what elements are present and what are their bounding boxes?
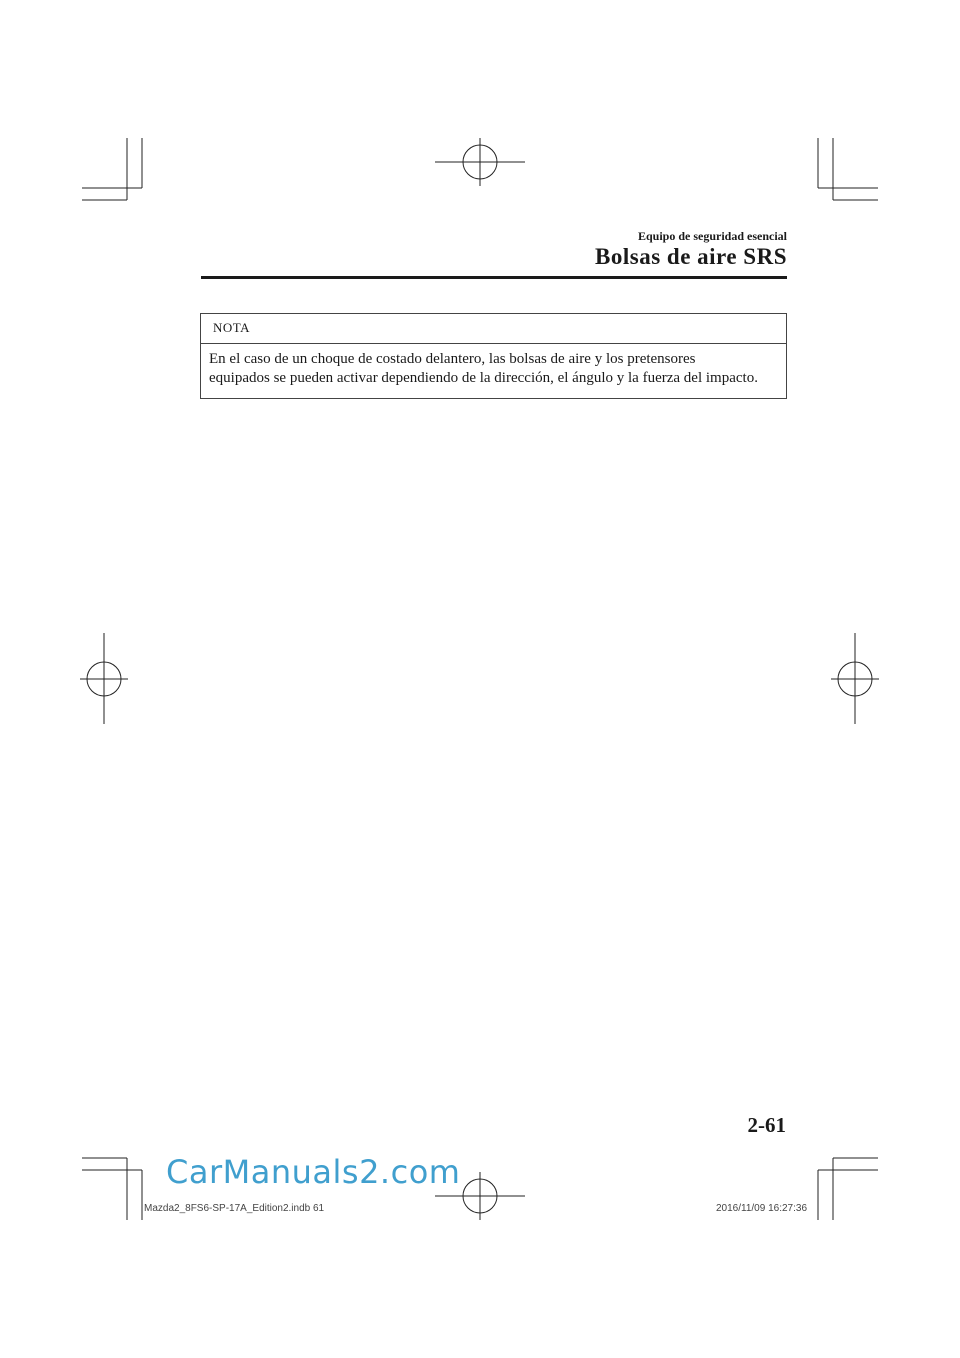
page-number: 2-61 — [747, 1113, 786, 1137]
header-divider — [201, 276, 787, 279]
note-title: NOTA — [213, 320, 251, 335]
registration-mark-top — [435, 138, 525, 186]
note-body — [209, 350, 782, 388]
note-line: En el caso de un choque de costado delantero, las bolsas de aire y los pretensores — [209, 351, 696, 367]
registration-mark-right — [831, 633, 879, 724]
section-label: Equipo de seguridad esencial — [637, 229, 787, 243]
registration-mark-left — [80, 633, 128, 724]
note-header — [201, 314, 786, 344]
footer-timestamp: 2016/11/09 16:27:36 — [716, 1203, 808, 1214]
note-box — [200, 313, 787, 399]
note-line: equipados se pueden activar dependiendo de la dirección, el ángulo y la fuerza del impacto. — [209, 370, 758, 386]
page-title: Bolsas de aire SRS — [595, 244, 787, 269]
footer-filename: Mazda2_8FS6-SP-17A_Edition2.indb 61 — [144, 1203, 325, 1214]
watermark: CarManuals2.com — [166, 1153, 461, 1191]
